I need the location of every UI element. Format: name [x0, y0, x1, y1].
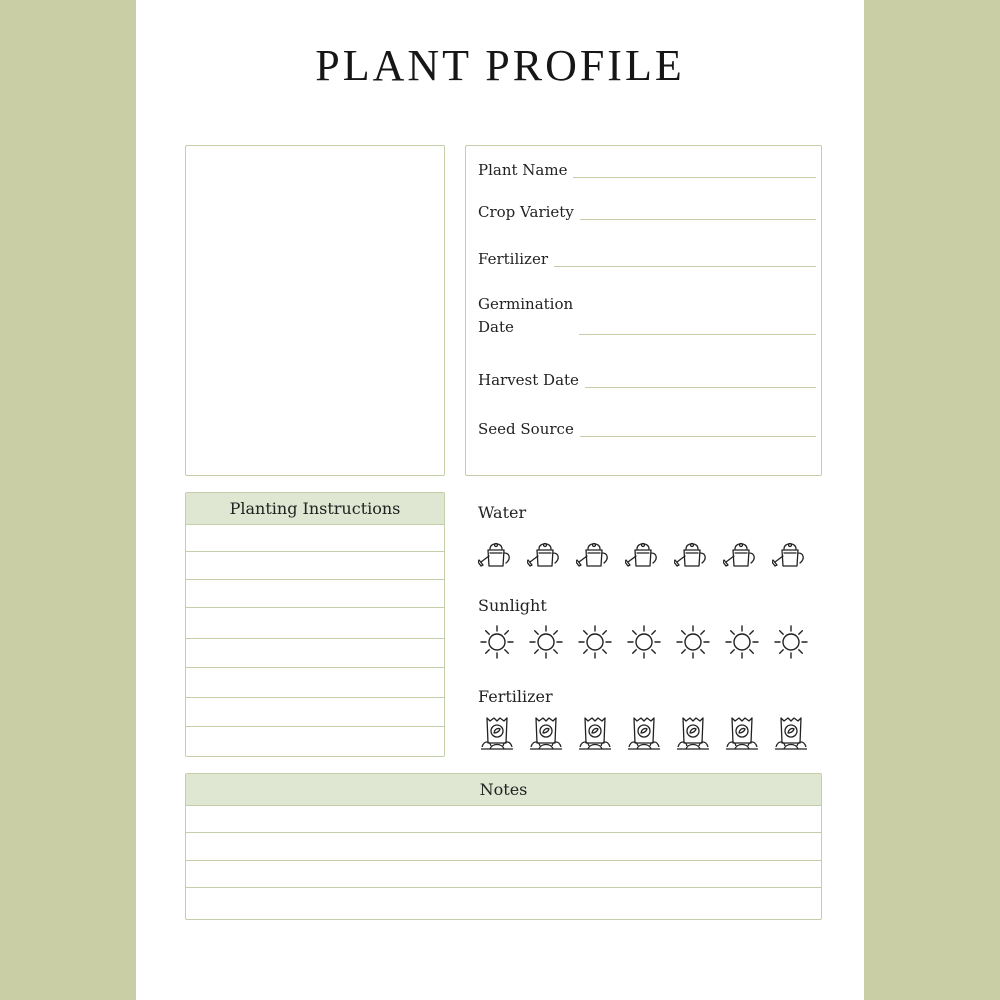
- fertilizer-bag-icon[interactable]: [723, 713, 761, 753]
- fertilizer-bag-icon[interactable]: [527, 713, 565, 753]
- sunlight-label: Sunlight: [478, 596, 547, 615]
- sun-icon[interactable]: [478, 622, 516, 662]
- seed-source-field[interactable]: [478, 418, 816, 441]
- planting-row-line[interactable]: [186, 638, 444, 639]
- watering-can-icon[interactable]: [625, 534, 663, 574]
- planting-row-line[interactable]: [186, 607, 444, 608]
- photo-box[interactable]: [185, 145, 445, 476]
- planting-instructions-heading: Planting Instructions: [186, 493, 444, 525]
- planting-row-line[interactable]: [186, 667, 444, 668]
- notes-row-line[interactable]: [186, 887, 821, 888]
- fertilizer-bag-icon[interactable]: [478, 713, 516, 753]
- fertilizer-bag-icon[interactable]: [772, 713, 810, 753]
- planting-row-line[interactable]: [186, 551, 444, 552]
- fertilizer-bag-icon[interactable]: [625, 713, 663, 753]
- harvest-date-label: Harvest Date: [478, 371, 579, 389]
- harvest-date-field[interactable]: [478, 369, 816, 392]
- fertilizer-bag-icon[interactable]: [674, 713, 712, 753]
- notes-heading: Notes: [186, 774, 821, 806]
- watering-can-icon[interactable]: [478, 534, 516, 574]
- planting-row-line[interactable]: [186, 579, 444, 580]
- fertilizer-rating: [478, 713, 810, 753]
- germination-label-line2: Date: [478, 318, 514, 336]
- fertilizer-label: Fertilizer: [478, 250, 549, 268]
- sun-icon[interactable]: [772, 622, 810, 662]
- germination-date-line[interactable]: [579, 334, 816, 335]
- seed-source-label: Seed Source: [478, 420, 574, 438]
- notes-box: [185, 773, 822, 920]
- sun-icon[interactable]: [576, 622, 614, 662]
- plant-name-field[interactable]: [478, 159, 816, 182]
- watering-can-icon[interactable]: [674, 534, 712, 574]
- plant-name-label: Plant Name: [478, 161, 568, 179]
- planting-row-line[interactable]: [186, 697, 444, 698]
- watering-can-icon[interactable]: [527, 534, 565, 574]
- harvest-date-line[interactable]: [585, 387, 816, 388]
- planting-row-line[interactable]: [186, 726, 444, 727]
- crop-variety-field[interactable]: [478, 201, 816, 224]
- sun-icon[interactable]: [674, 622, 712, 662]
- sun-icon[interactable]: [723, 622, 761, 662]
- notes-row-line[interactable]: [186, 860, 821, 861]
- fertilizer-rating-label: Fertilizer: [478, 687, 553, 706]
- crop-variety-line[interactable]: [580, 219, 816, 220]
- details-panel: [465, 145, 822, 476]
- crop-variety-label: Crop Variety: [478, 203, 574, 221]
- germination-date-label: [478, 293, 573, 339]
- watering-can-icon[interactable]: [723, 534, 761, 574]
- watering-can-icon[interactable]: [576, 534, 614, 574]
- fertilizer-line[interactable]: [554, 266, 816, 267]
- fertilizer-bag-icon[interactable]: [576, 713, 614, 753]
- planting-instructions-box: [185, 492, 445, 757]
- notes-row-line[interactable]: [186, 832, 821, 833]
- sunlight-rating: [478, 622, 810, 662]
- fertilizer-field[interactable]: [478, 248, 816, 271]
- germination-label-line1: Germination: [478, 295, 574, 313]
- germination-date-field[interactable]: [478, 293, 816, 339]
- sun-icon[interactable]: [527, 622, 565, 662]
- watering-can-icon[interactable]: [772, 534, 810, 574]
- water-rating: [478, 534, 810, 574]
- sun-icon[interactable]: [625, 622, 663, 662]
- plant-name-line[interactable]: [573, 177, 816, 178]
- seed-source-line[interactable]: [580, 436, 816, 437]
- plant-profile-page: [136, 0, 864, 1000]
- page-title: PLANT PROFILE: [315, 41, 685, 90]
- water-label: Water: [478, 503, 527, 522]
